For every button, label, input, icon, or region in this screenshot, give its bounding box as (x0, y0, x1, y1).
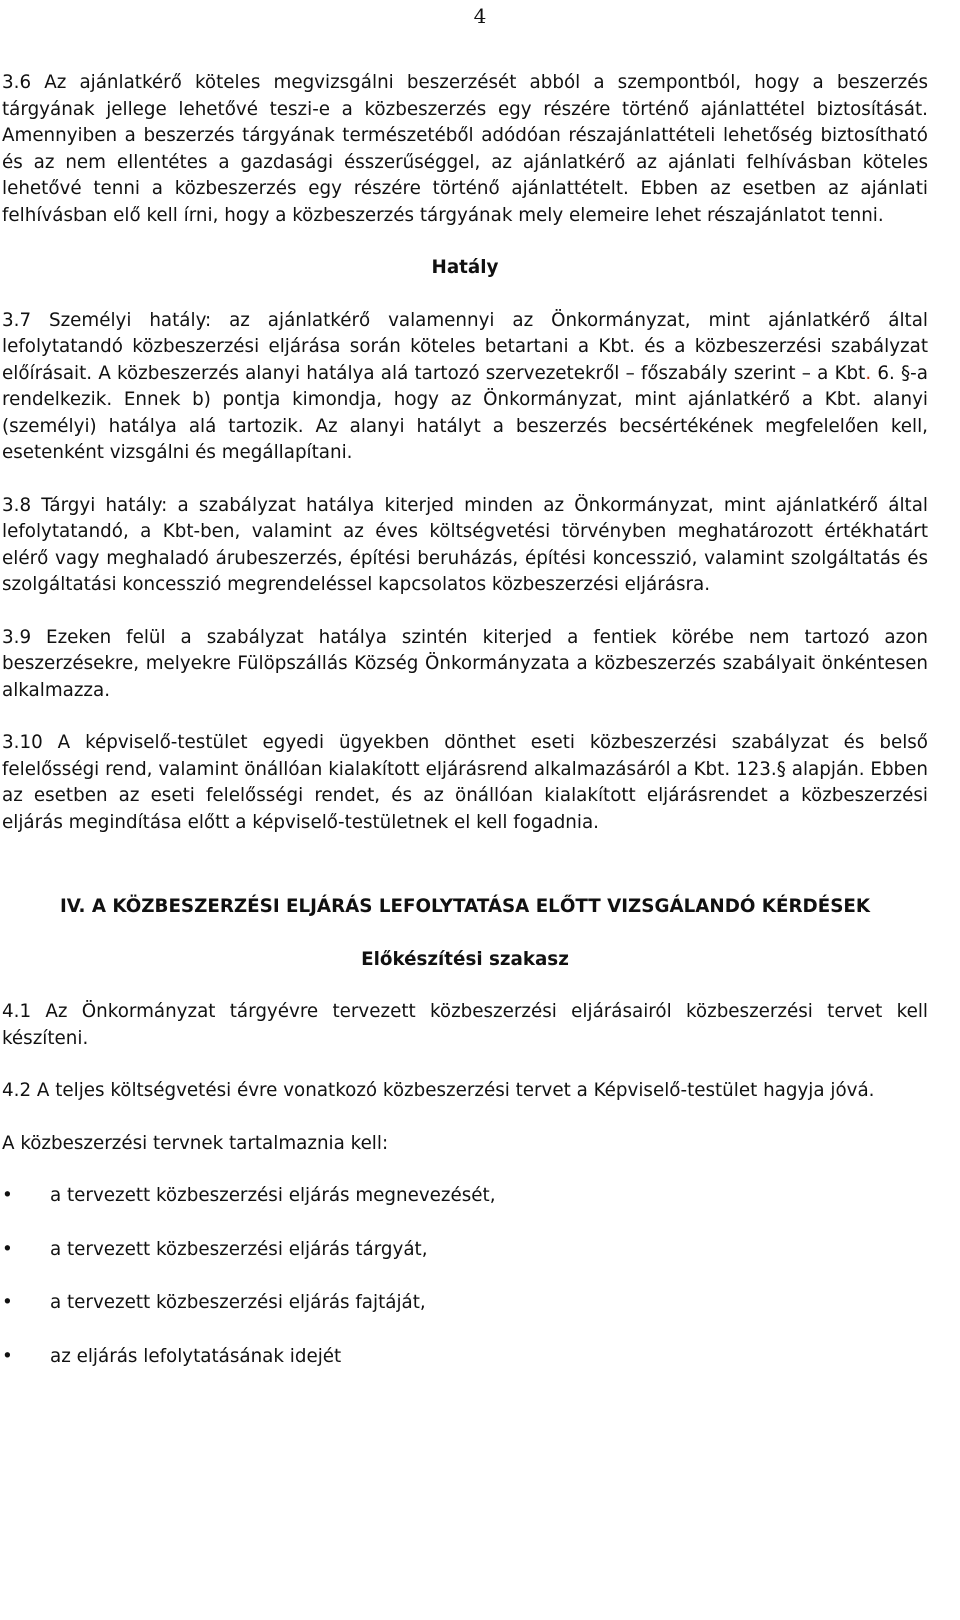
list-item (2, 1183, 928, 1210)
paragraph-4-2: 4.2 A teljes költségvetési évre vonatkozó közbeszerzési tervet a Képviselő-testület hagyja jóvá. (2, 1080, 875, 1101)
paragraph-3-8: 3.8 Tárgyi hatály: a szabályzat hatálya kiterjed minden az Önkormányzat, mint ajánlatkérő által lefolytatandó, a Kbt-ben, valamint az éves költségvetési törvényben meghatározott értékhatárt elérő vagy meghaladó árubeszerzés, építési beruházás, építési koncesszió, valamint szolgáltatás és szolgáltatási koncesszió megrendeléssel kapcsolatos közbeszerzési eljárásra. (2, 494, 928, 595)
paragraph-3-9: 3.9 Ezeken felül a szabályzat hatálya szintén kiterjed a fentiek körébe nem tartozó azon beszerzésekre, melyekre Fülöpszállás Község Önkormányzata a közbeszerzés szabályait önkéntesen alkalmazza. (2, 626, 928, 701)
list-item-text: az eljárás lefolytatásának idejét (50, 1345, 342, 1367)
list-item-text: a tervezett közbeszerzési eljárás tárgyát, (50, 1238, 428, 1260)
highlighted-dot: . (865, 362, 872, 384)
paragraph-3-7 (2, 308, 928, 467)
bullet-icon: • (2, 1238, 13, 1260)
paragraph-3-7-part-1: 3.7 Személyi hatály: az ajánlatkérő valamennyi az Önkormányzat, mint ajánlatkérő által lefolytatandó közbeszerzési eljárása során köteles betartani a Kbt. és a közbeszerzési szabályzat előírásait. A közbeszerzés alanyi hatálya alá tartozó szervezetekről – főszabály szerint – a Kbt (2, 309, 928, 384)
bullet-icon: • (2, 1345, 13, 1367)
list-item-text: a tervezett közbeszerzési eljárás megnevezését, (50, 1185, 496, 1206)
terv-content-list (2, 1183, 928, 1370)
bullet-icon: • (2, 1292, 13, 1313)
section-heading-hataly: Hatály (431, 257, 499, 278)
paragraph-terv-intro: A közbeszerzési tervnek tartalmaznia kell: (2, 1132, 389, 1154)
list-item (2, 1290, 928, 1317)
section-heading-elokeszitesi: Előkészítési szakasz (361, 948, 569, 970)
chapter-heading-iv: IV. A KÖZBESZERZÉSI ELJÁRÁS LEFOLYTATÁSA ELŐTT VIZSGÁLANDÓ KÉRDÉSEK (59, 896, 871, 917)
list-item (2, 1344, 928, 1371)
document-body (2, 70, 928, 1397)
paragraph-3-10: 3.10 A képviselő-testület egyedi ügyekben dönthet eseti közbeszerzési szabályzat és belső felelősségi rend, valamint önállóan kialakított eljárásrend alkalmazásáról a Kbt. 123.§ alapján. Ebben az esetben az eseti felelősségi rendet, és az önállóan kialakított eljárásrendet a közbeszerzési eljárás megindítása előtt a képviselő-testületnek el kell fogadnia. (2, 732, 928, 833)
list-item-text: a tervezett közbeszerzési eljárás fajtáját, (50, 1292, 426, 1313)
paragraph-4-1: 4.1 Az Önkormányzat tárgyévre tervezett közbeszerzési eljárásairól közbeszerzési tervet kell készíteni. (2, 1001, 928, 1049)
paragraph-3-7-part-2: 6. §-a rendelkezik. Ennek b) pontja kimondja, hogy az Önkormányzat, mint ajánlatkérő a Kbt. alanyi (személyi) hatálya alá tartozik. Az alanyi hatályt a beszerzés becsértékének megfelelően kell, esetenként vizsgálni és megállapítani. (2, 362, 928, 463)
paragraph-3-6: 3.6 Az ajánlatkérő köteles megvizsgálni beszerzését abból a szempontból, hogy a beszerzés tárgyának jellege lehetővé teszi-e a közbeszerzés egy részére történő ajánlattétel biztosítását. Amennyiben a beszerzés tárgyának természetéből adódóan részajánlattételi lehetőség biztosítható és az nem ellentétes a gazdasági ésszerűséggel, az ajánlatkérő az ajánlati felhívásban köteles lehetővé tenni a közbeszerzés egy részére történő ajánlattételt. Ebben az esetben az ajánlati felhívásban elő kell írni, hogy a közbeszerzés tárgyának mely elemeire lehet részajánlatot tenni. (2, 72, 928, 226)
list-item (2, 1237, 928, 1264)
page-number: 4 (473, 4, 487, 28)
bullet-icon: • (2, 1185, 13, 1206)
